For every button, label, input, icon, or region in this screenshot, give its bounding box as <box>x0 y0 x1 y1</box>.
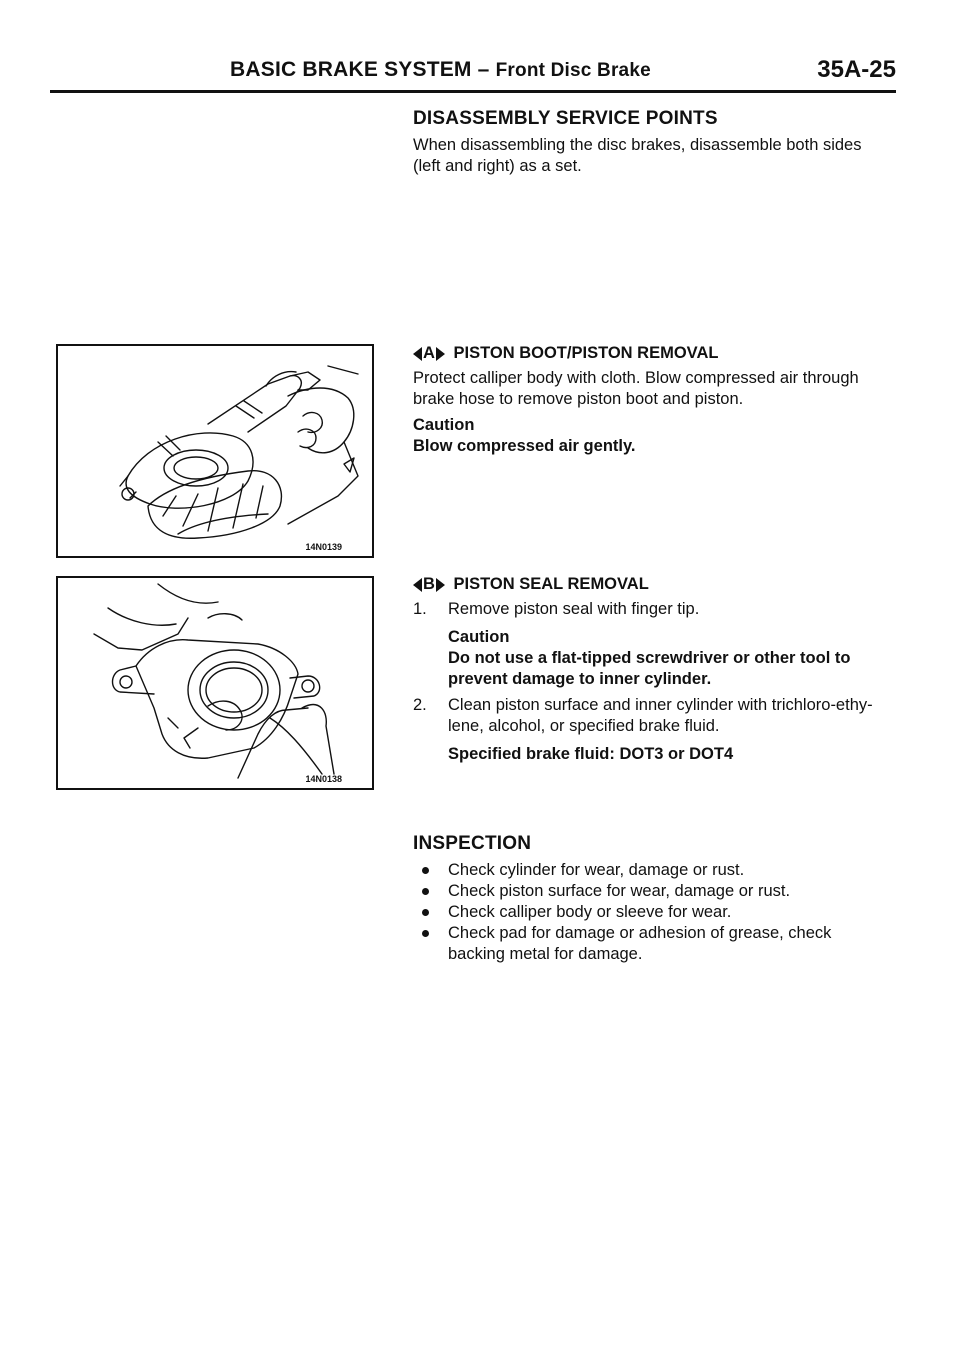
step1-number: 1. <box>413 600 427 618</box>
section-b-caution-line1: Do not use a flat-tipped screwdriver or other tool to <box>448 649 851 667</box>
header-title-sub: Front Disc Brake <box>495 60 651 81</box>
figure-piston-seal-removal <box>56 576 374 790</box>
header-title-dash: – <box>477 58 490 81</box>
disassembly-intro-line2: (left and right) as a set. <box>413 157 582 175</box>
inspection-item <box>413 860 903 881</box>
step2-number: 2. <box>413 696 427 714</box>
section-b-caution-label: Caution <box>448 628 510 646</box>
right-triangle-icon <box>436 578 445 592</box>
section-b <box>413 574 903 765</box>
left-triangle-icon <box>413 578 422 592</box>
inspection-item-text: Check pad for damage or adhesion of grease, check <box>448 924 832 942</box>
bullet-icon <box>422 930 429 937</box>
page-number: 35A-25 <box>817 56 896 83</box>
section-a-body-line1: Protect calliper body with cloth. Blow compressed air through <box>413 369 859 387</box>
step1-text: Remove piston seal with finger tip. <box>448 600 700 618</box>
section-b-step2 <box>413 695 903 737</box>
step2-line2: lene, alcohol, or specified brake fluid. <box>448 717 720 735</box>
section-b-heading: PISTON SEAL REMOVAL <box>453 575 649 593</box>
section-b-step1 <box>413 599 903 620</box>
section-b-caution <box>413 627 903 690</box>
figure-piston-boot-removal <box>56 344 374 558</box>
section-b-heading-row <box>413 574 903 595</box>
disassembly-section <box>413 108 903 177</box>
illustration-finger-seal-removal <box>58 578 372 788</box>
inspection-item <box>413 902 903 923</box>
bullet-icon <box>422 909 429 916</box>
header-title-main: BASIC BRAKE SYSTEM <box>230 58 472 81</box>
section-a-caution-text: Blow compressed air gently. <box>413 437 636 455</box>
right-triangle-icon <box>436 347 445 361</box>
section-a-body-line2: brake hose to remove piston boot and piston. <box>413 390 744 408</box>
inspection-section <box>413 833 903 965</box>
left-triangle-icon <box>413 347 422 361</box>
section-b-marker: B <box>423 575 435 593</box>
inspection-item-text: Check cylinder for wear, damage or rust. <box>448 861 745 879</box>
bullet-icon <box>422 888 429 895</box>
figure-2-label: 14N0138 <box>305 774 342 784</box>
disassembly-intro-line1: When disassembling the disc brakes, disassemble both sides <box>413 136 862 154</box>
inspection-item-text-cont: backing metal for damage. <box>448 945 643 963</box>
inspection-item <box>413 881 903 902</box>
section-b-spec <box>413 744 903 765</box>
section-a <box>413 343 903 457</box>
page-header <box>50 58 896 90</box>
inspection-item-text: Check piston surface for wear, damage or rust. <box>448 882 791 900</box>
inspection-item <box>413 923 903 965</box>
header-title <box>230 58 651 82</box>
header-rule <box>50 90 896 93</box>
section-a-heading-row <box>413 343 903 364</box>
disassembly-heading: DISASSEMBLY SERVICE POINTS <box>413 108 718 129</box>
section-a-caution-label: Caution <box>413 416 475 434</box>
illustration-air-gun-calliper <box>58 346 372 556</box>
bullet-icon <box>422 867 429 874</box>
section-a-heading: PISTON BOOT/PISTON REMOVAL <box>453 344 719 362</box>
section-a-marker: A <box>423 344 435 362</box>
inspection-item-text: Check calliper body or sleeve for wear. <box>448 903 732 921</box>
step2-line1: Clean piston surface and inner cylinder with trichloro-ethy- <box>448 696 873 714</box>
figure-1-label: 14N0139 <box>305 542 342 552</box>
inspection-heading: INSPECTION <box>413 833 532 854</box>
section-b-caution-line2: prevent damage to inner cylinder. <box>448 670 712 688</box>
spec-brake-fluid: Specified brake fluid: DOT3 or DOT4 <box>448 745 734 763</box>
